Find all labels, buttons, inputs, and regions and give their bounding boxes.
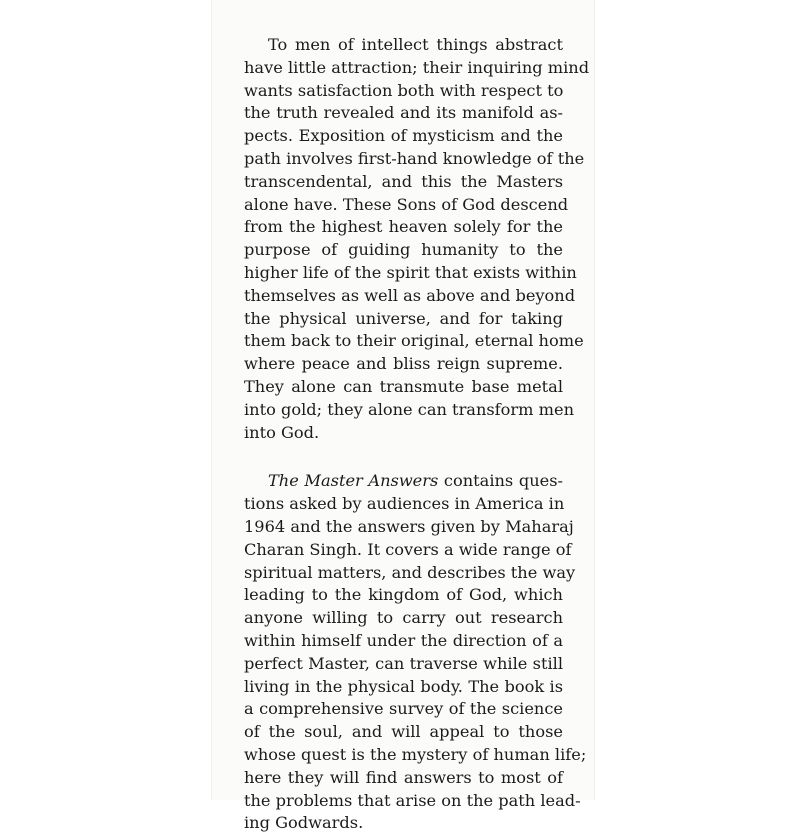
text-line: have little attraction; their inquiring mind xyxy=(244,57,590,77)
page-text xyxy=(244,34,590,835)
text-line: of the soul, and will appeal to those xyxy=(244,722,563,742)
text-line: To men of intellect things abstract xyxy=(268,35,563,54)
text-line: the truth revealed and its manifold as- xyxy=(244,103,563,123)
paragraph-intro xyxy=(244,34,590,444)
text-line: where peace and bliss reign supreme. xyxy=(244,354,563,374)
text-line: Charan Singh. It covers a wide range of xyxy=(244,539,572,559)
text-line: ing Godwards. xyxy=(244,813,364,833)
text-line: themselves as well as above and beyond xyxy=(244,285,576,305)
text-line: the problems that arise on the path lead- xyxy=(244,790,581,810)
paragraph-book-summary xyxy=(244,470,587,835)
text-line: leading to the kingdom of God, which xyxy=(244,585,563,605)
text-line: into God. xyxy=(244,422,320,442)
text-line: pects. Exposition of mysticism and the xyxy=(244,126,563,146)
text-line: whose quest is the mystery of human life; xyxy=(244,744,587,764)
text-line: here they will find answers to most of xyxy=(244,767,563,787)
text-line: anyone willing to carry out research xyxy=(244,608,563,628)
text-line: alone have. These Sons of God descend xyxy=(244,194,569,214)
text-line: path involves first-hand knowledge of the xyxy=(244,148,585,168)
text-line: tions asked by audiences in America in xyxy=(244,494,565,514)
text-line: perfect Master, can traverse while still xyxy=(244,653,563,673)
text-line: transcendental, and this the Masters xyxy=(244,171,563,191)
text-line: a comprehensive survey of the science xyxy=(244,699,563,719)
text-line: living in the physical body. The book is xyxy=(244,676,563,696)
text-line: spiritual matters, and describes the way xyxy=(244,562,576,582)
text-line: from the highest heaven solely for the xyxy=(244,217,563,237)
text-line: 1964 and the answers given by Maharaj xyxy=(244,516,574,536)
text-line: the physical universe, and for taking xyxy=(244,308,563,328)
text-line-first xyxy=(244,470,563,493)
text-line: They alone can transmute base metal xyxy=(244,376,563,396)
text-line: wants satisfaction both with respect to xyxy=(244,80,564,100)
text-line: higher life of the spirit that exists within xyxy=(244,262,577,282)
text-line: within himself under the direction of a xyxy=(244,630,563,650)
text-line: purpose of guiding humanity to the xyxy=(244,240,563,260)
text-fragment: contains ques- xyxy=(438,471,563,491)
book-title: The Master Answers xyxy=(268,471,439,491)
text-line: them back to their original, eternal home xyxy=(244,331,584,351)
text-line: into gold; they alone can transform men xyxy=(244,399,575,419)
